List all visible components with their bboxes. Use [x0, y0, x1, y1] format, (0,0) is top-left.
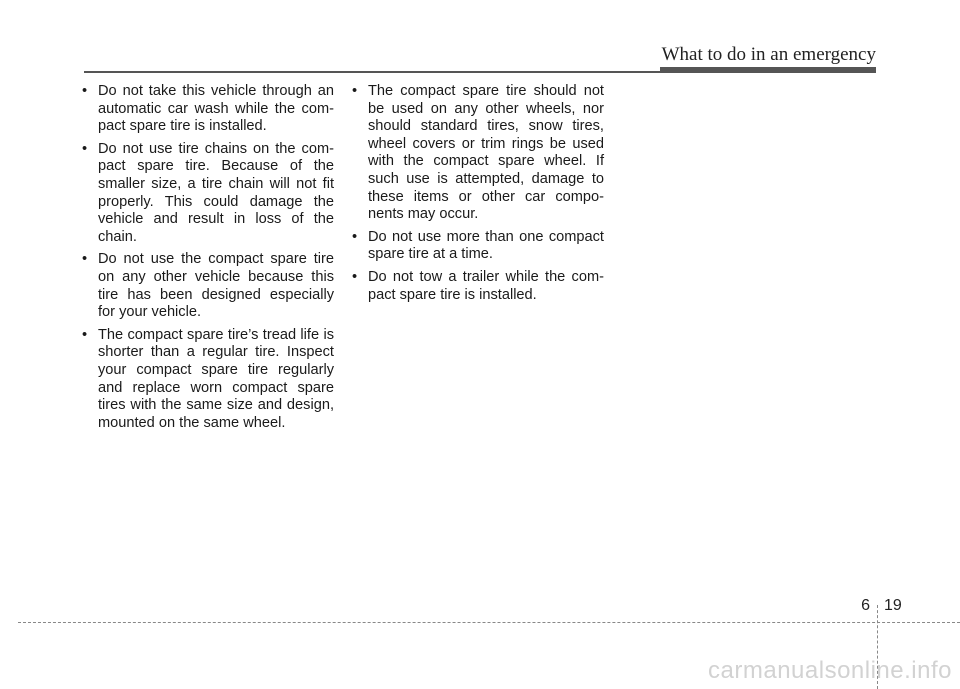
bullet-icon: • [82, 326, 88, 343]
header-rule-accent [660, 67, 876, 73]
list-item-text: Do not tow a trailer while the compact spare tire is installed. [368, 268, 604, 303]
list-item-text: Do not use tire chains on the compact spare tire. Because of the smaller size, a tire chain will not fit properly. This could damage the vehicle and result in loss of the chain. [98, 140, 334, 245]
right-bullet-list [352, 83, 604, 304]
bullet-icon: • [352, 83, 358, 99]
list-item-text: Do not take this vehicle through an automatic car wash while the compact spare tire is installed. [98, 83, 334, 135]
section-header-title: What to do in an emergency [661, 44, 876, 65]
list-item [352, 83, 604, 224]
list-item [82, 251, 334, 321]
footer-rule [18, 622, 960, 623]
bullet-icon: • [82, 83, 88, 99]
list-item [82, 83, 334, 136]
list-item [82, 141, 334, 247]
header-rule [84, 71, 660, 73]
page-number: 19 [884, 597, 902, 614]
bullet-icon: • [352, 268, 358, 285]
list-item [352, 269, 604, 304]
bullet-icon: • [352, 228, 358, 245]
chapter-number: 6 [861, 597, 870, 614]
bullet-icon: • [82, 140, 88, 157]
bullet-icon: • [82, 251, 88, 268]
list-item-text: Do not use more than one compact spare tire at a time. [368, 228, 604, 263]
list-item-text: The compact spare tire should not be used on any other wheels, nor should standard tires, snow tires, wheel covers or trim rings be used with the compact spare wheel. If such use is attempted, damage to these items or other car components may occur. [368, 83, 604, 223]
list-item-text: The compact spare tire’s tread life is shorter than a regular tire. Inspect your compact spare tire regularly and replace worn compact spare tires with the same size and design, mounted on the same wheel. [98, 326, 334, 431]
left-bullet-list [82, 83, 334, 432]
right-column [352, 83, 604, 309]
list-item-text: Do not use the compact spare tire on any other vehicle because this tire has been designed especially for your vehicle. [98, 251, 334, 321]
watermark: carmanualsonline.info [708, 657, 952, 684]
left-column [82, 83, 334, 437]
list-item [82, 327, 334, 433]
list-item [352, 229, 604, 264]
